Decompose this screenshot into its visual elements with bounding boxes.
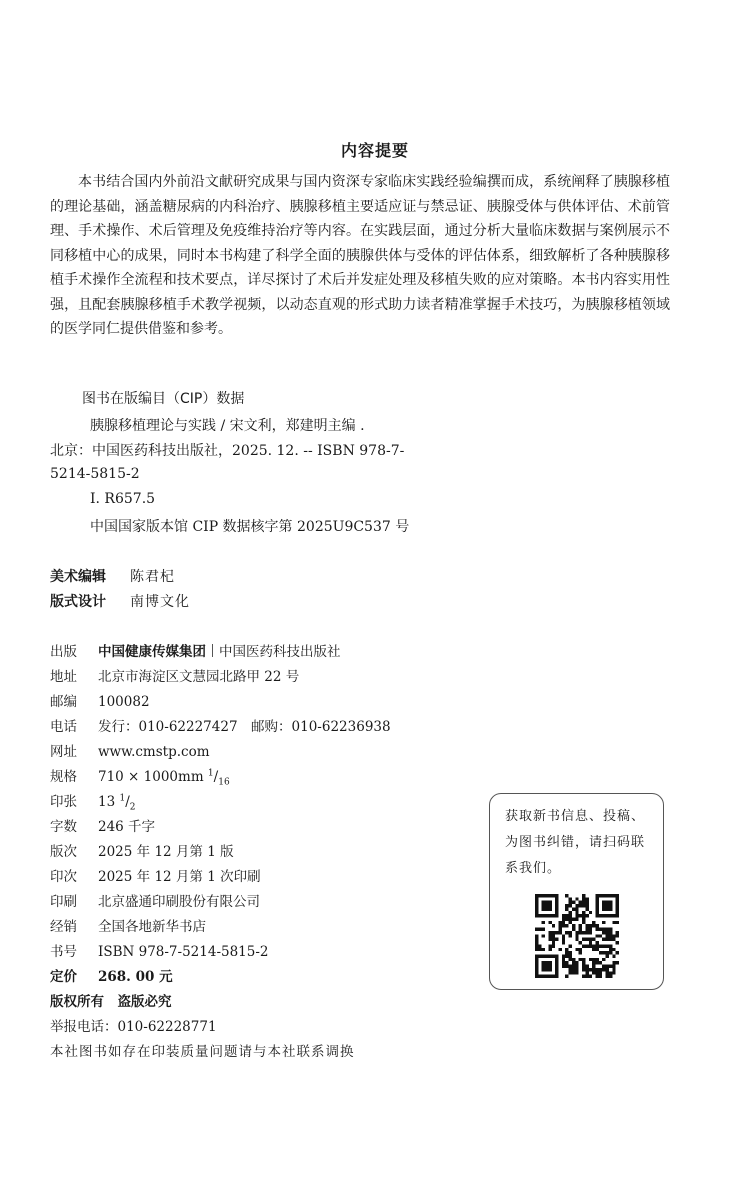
format-row: 规格 710 × 1000mm $^1/_{16}$ [50,765,230,785]
cip-isbn-tail: 5214-5815-2 [50,466,140,482]
format-label: 规格 [50,769,77,785]
address-value: 北京市海淀区文慧园北路甲 22 号 [98,669,300,685]
distributor-label: 经销 [50,919,77,935]
address-label: 地址 [50,669,77,685]
postcode-label: 邮编 [50,694,77,710]
website-label: 网址 [50,744,77,760]
sheets-numerator: 1 [119,793,126,804]
art-editor-row [50,566,175,586]
address-row [50,665,299,685]
layout-design-row [50,591,190,611]
isbn-label: 书号 [50,944,77,960]
printer-value: 北京盛通印刷股份有限公司 [98,894,260,910]
price-value: 268. 00 元 [98,969,173,985]
postcode-row [50,690,150,710]
cip-book-title: 胰腺移植理论与实践 / 宋文利，郑建明主编 . [90,418,365,434]
distributor-row [50,915,206,935]
phone-label: 电话 [50,719,77,735]
sheets-row: 印张 13 $^1/_2$ [50,790,136,810]
website-row [50,740,210,760]
publisher-row [50,640,341,660]
cip-title: 图书在版编目（CIP）数据 [82,391,245,407]
words-label: 字数 [50,819,77,835]
isbn-row [50,940,269,960]
sheets-whole: 13 [98,794,116,810]
qr-contact-box [489,793,664,990]
postcode-value: 100082 [98,694,150,710]
cip-record-number: 中国国家版本馆 CIP 数据核字第 2025U9C537 号 [90,519,410,535]
printer-label: 印刷 [50,894,77,910]
layout-design-value: 南博文化 [130,594,190,610]
sheets-denominator: 2 [129,802,136,813]
format-denominator: 16 [218,777,230,788]
edition-value: 2025 年 12 月第 1 版 [98,844,234,860]
sheets-label: 印张 [50,794,77,810]
report-phone: 举报电话：010-62228771 [50,1019,217,1035]
layout-design-label: 版式设计 [50,594,106,610]
printing-value: 2025 年 12 月第 1 次印刷 [98,869,261,885]
words-row [50,815,155,835]
summary-heading: 内容提要 [340,141,409,160]
phone-value: 发行：010-62227427 邮购：010-62236938 [98,719,391,735]
format-numerator: 1 [207,768,214,779]
art-editor-value: 陈君杞 [130,569,175,585]
website-link[interactable]: www.cmstp.com [98,744,210,760]
price-label: 定价 [50,969,77,985]
separator-bar [212,644,213,657]
qr-contact-text: 获取新书信息、投稿、为图书纠错，请扫码联系我们。 [505,809,646,876]
cip-publisher-line: 北京：中国医药科技出版社，2025. 12. -- ISBN 978-7- [50,443,405,459]
price-row [50,965,173,985]
qr-code-icon[interactable] [535,894,619,978]
quality-notice: 本社图书如存在印装质量问题请与本社联系调换 [50,1044,355,1060]
publisher-group: 中国健康传媒集团 [98,644,206,660]
publisher-label: 出版 [50,644,77,660]
art-editor-label: 美术编辑 [50,569,106,585]
edition-row [50,840,234,860]
format-value: 710 × 1000mm [98,769,204,785]
cip-classification: Ⅰ. R657.5 [90,491,156,507]
copyright-notice: 版权所有 盗版必究 [50,994,172,1010]
phone-row [50,715,391,735]
words-value: 246 千字 [98,819,156,835]
printing-row [50,865,261,885]
printing-label: 印次 [50,869,77,885]
edition-label: 版次 [50,844,77,860]
publisher-name: 中国医药科技出版社 [219,644,341,660]
summary-body: 本书结合国内外前沿文献研究成果与国内资深专家临床实践经验编撰而成，系统阐释了胰腺移植的理论基础，涵盖糖尿病的内科治疗、胰腺移植主要适应证与禁忌证、胰腺受体与供体评估、术前管理、手术操作、术后管理及免疫维持治疗等内容。在实践层面，通过分析大量临床数据与案例展示不同移植中心的成果，同时本书构建了科学全面的胰腺供体与受体的评估体系，细致解析了各种胰腺移植手术操作全流程和技术要点，详尽探讨了术后并发症处理及移植失败的应对策略。本书内容实用性强，且配套胰腺移植手术教学视频，以动态直观的形式助力读者精准掌握手术技巧，为胰腺移植领域的医学同仁提供借鉴和参考。 [50,174,670,337]
printer-row [50,890,260,910]
distributor-value: 全国各地新华书店 [98,919,206,935]
isbn-value: ISBN 978-7-5214-5815-2 [98,944,269,960]
